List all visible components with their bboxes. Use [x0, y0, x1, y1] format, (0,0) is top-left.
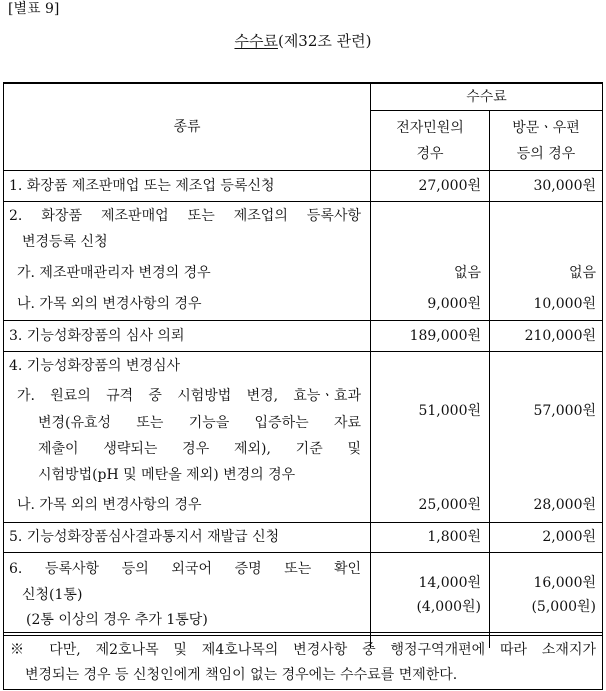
row4-label: 4. 기능성화장품의 변경심사 — [9, 358, 181, 374]
title-sub: (제32조 관련) — [277, 32, 372, 50]
row4a-line4: 시험방법(pH 및 메탄올 제외) 변경의 경우 — [38, 467, 296, 483]
row4a-line3: 제출이 생략되는 경우 제외), 기준 및 — [38, 441, 361, 457]
row1-bottom-line — [4, 201, 602, 202]
row4a-visit-fee: 57,000원 — [533, 403, 596, 419]
row5-bottom-line — [4, 552, 602, 553]
title-main: 수수료 — [234, 32, 278, 50]
row2-label-line1: 2. 화장품 제조판매업 또는 제조업의 등록사항 — [9, 208, 361, 224]
row6-bottom-line — [4, 632, 602, 633]
col-divider-1 — [370, 84, 371, 648]
row5-visit-fee: 2,000원 — [542, 529, 596, 545]
row6-label-line2: 신청(1통) — [22, 587, 83, 603]
row3-visit-fee: 210,000원 — [524, 328, 596, 344]
row1-label: 1. 화장품 제조판매업 또는 제조업 등록신청 — [9, 178, 275, 194]
row2b-electronic-fee: 9,000원 — [427, 296, 481, 312]
column-header-visit-2: 등의 경우 — [516, 146, 576, 162]
row4a-line1: 가. 원료의 규격 중 시험방법 변경, 효능ㆍ효과 — [17, 388, 361, 404]
row5-electronic-fee: 1,800원 — [427, 529, 481, 545]
row4a-line2: 변경(유효성 또는 기능을 입증하는 자료 — [38, 415, 361, 431]
annex-label: [별표 9] — [8, 1, 60, 17]
row6-visit-extra: (5,000원) — [531, 599, 596, 615]
note-line2: 변경되는 경우 등 신청인에게 책임이 없는 경우에는 수수료를 면제한다. — [25, 667, 458, 683]
row4a-electronic-fee: 51,000원 — [418, 403, 481, 419]
column-header-kind: 종류 — [173, 119, 201, 135]
row3-label: 3. 기능성화장품의 심사 의뢰 — [9, 328, 185, 344]
page-title — [0, 30, 606, 51]
column-header-electronic-1: 전자민원의 — [396, 120, 464, 136]
row2a-visit-fee: 없음 — [568, 265, 596, 281]
row6-label-line1: 6. 등록사항 등의 외국어 증명 또는 확인 — [9, 561, 361, 577]
fee-header-divider — [370, 110, 602, 111]
row6-electronic-extra: (4,000원) — [416, 599, 481, 615]
row2b-label: 나. 가목 외의 변경사항의 경우 — [17, 296, 202, 312]
row2-label-line2: 변경등록 신청 — [22, 234, 108, 250]
column-header-visit-1: 방문ㆍ우편 — [512, 120, 580, 136]
row5-label: 5. 기능성화장품심사결과통지서 재발급 신청 — [9, 529, 280, 545]
row6-visit-fee: 16,000원 — [533, 575, 596, 591]
row6-label-line3: (2통 이상의 경우 추가 1통당) — [26, 612, 208, 628]
row2b-visit-fee: 10,000원 — [533, 296, 596, 312]
row4-bottom-line — [4, 522, 602, 523]
row1-visit-fee: 30,000원 — [533, 178, 596, 194]
note-line1: ※ 다만, 제2호나목 및 제4호나목의 변경사항 중 행정구역개편에 따라 소재지가 — [10, 642, 596, 658]
header-bottom-line — [4, 170, 602, 171]
fee-table — [3, 82, 603, 690]
row6-electronic-fee: 14,000원 — [418, 575, 481, 591]
row4b-electronic-fee: 25,000원 — [418, 497, 481, 513]
column-header-fee: 수수료 — [466, 89, 507, 105]
note-top-line — [4, 635, 602, 636]
column-header-electronic-2: 경우 — [416, 146, 444, 162]
row3-electronic-fee: 189,000원 — [409, 328, 481, 344]
row2-bottom-line — [4, 320, 602, 321]
row4b-visit-fee: 28,000원 — [533, 497, 596, 513]
row2a-label: 가. 제조판매관리자 변경의 경우 — [17, 265, 211, 281]
row3-bottom-line — [4, 351, 602, 352]
row4b-label: 나. 가목 외의 변경사항의 경우 — [17, 497, 202, 513]
row2a-electronic-fee: 없음 — [453, 265, 481, 281]
row1-electronic-fee: 27,000원 — [418, 178, 481, 194]
